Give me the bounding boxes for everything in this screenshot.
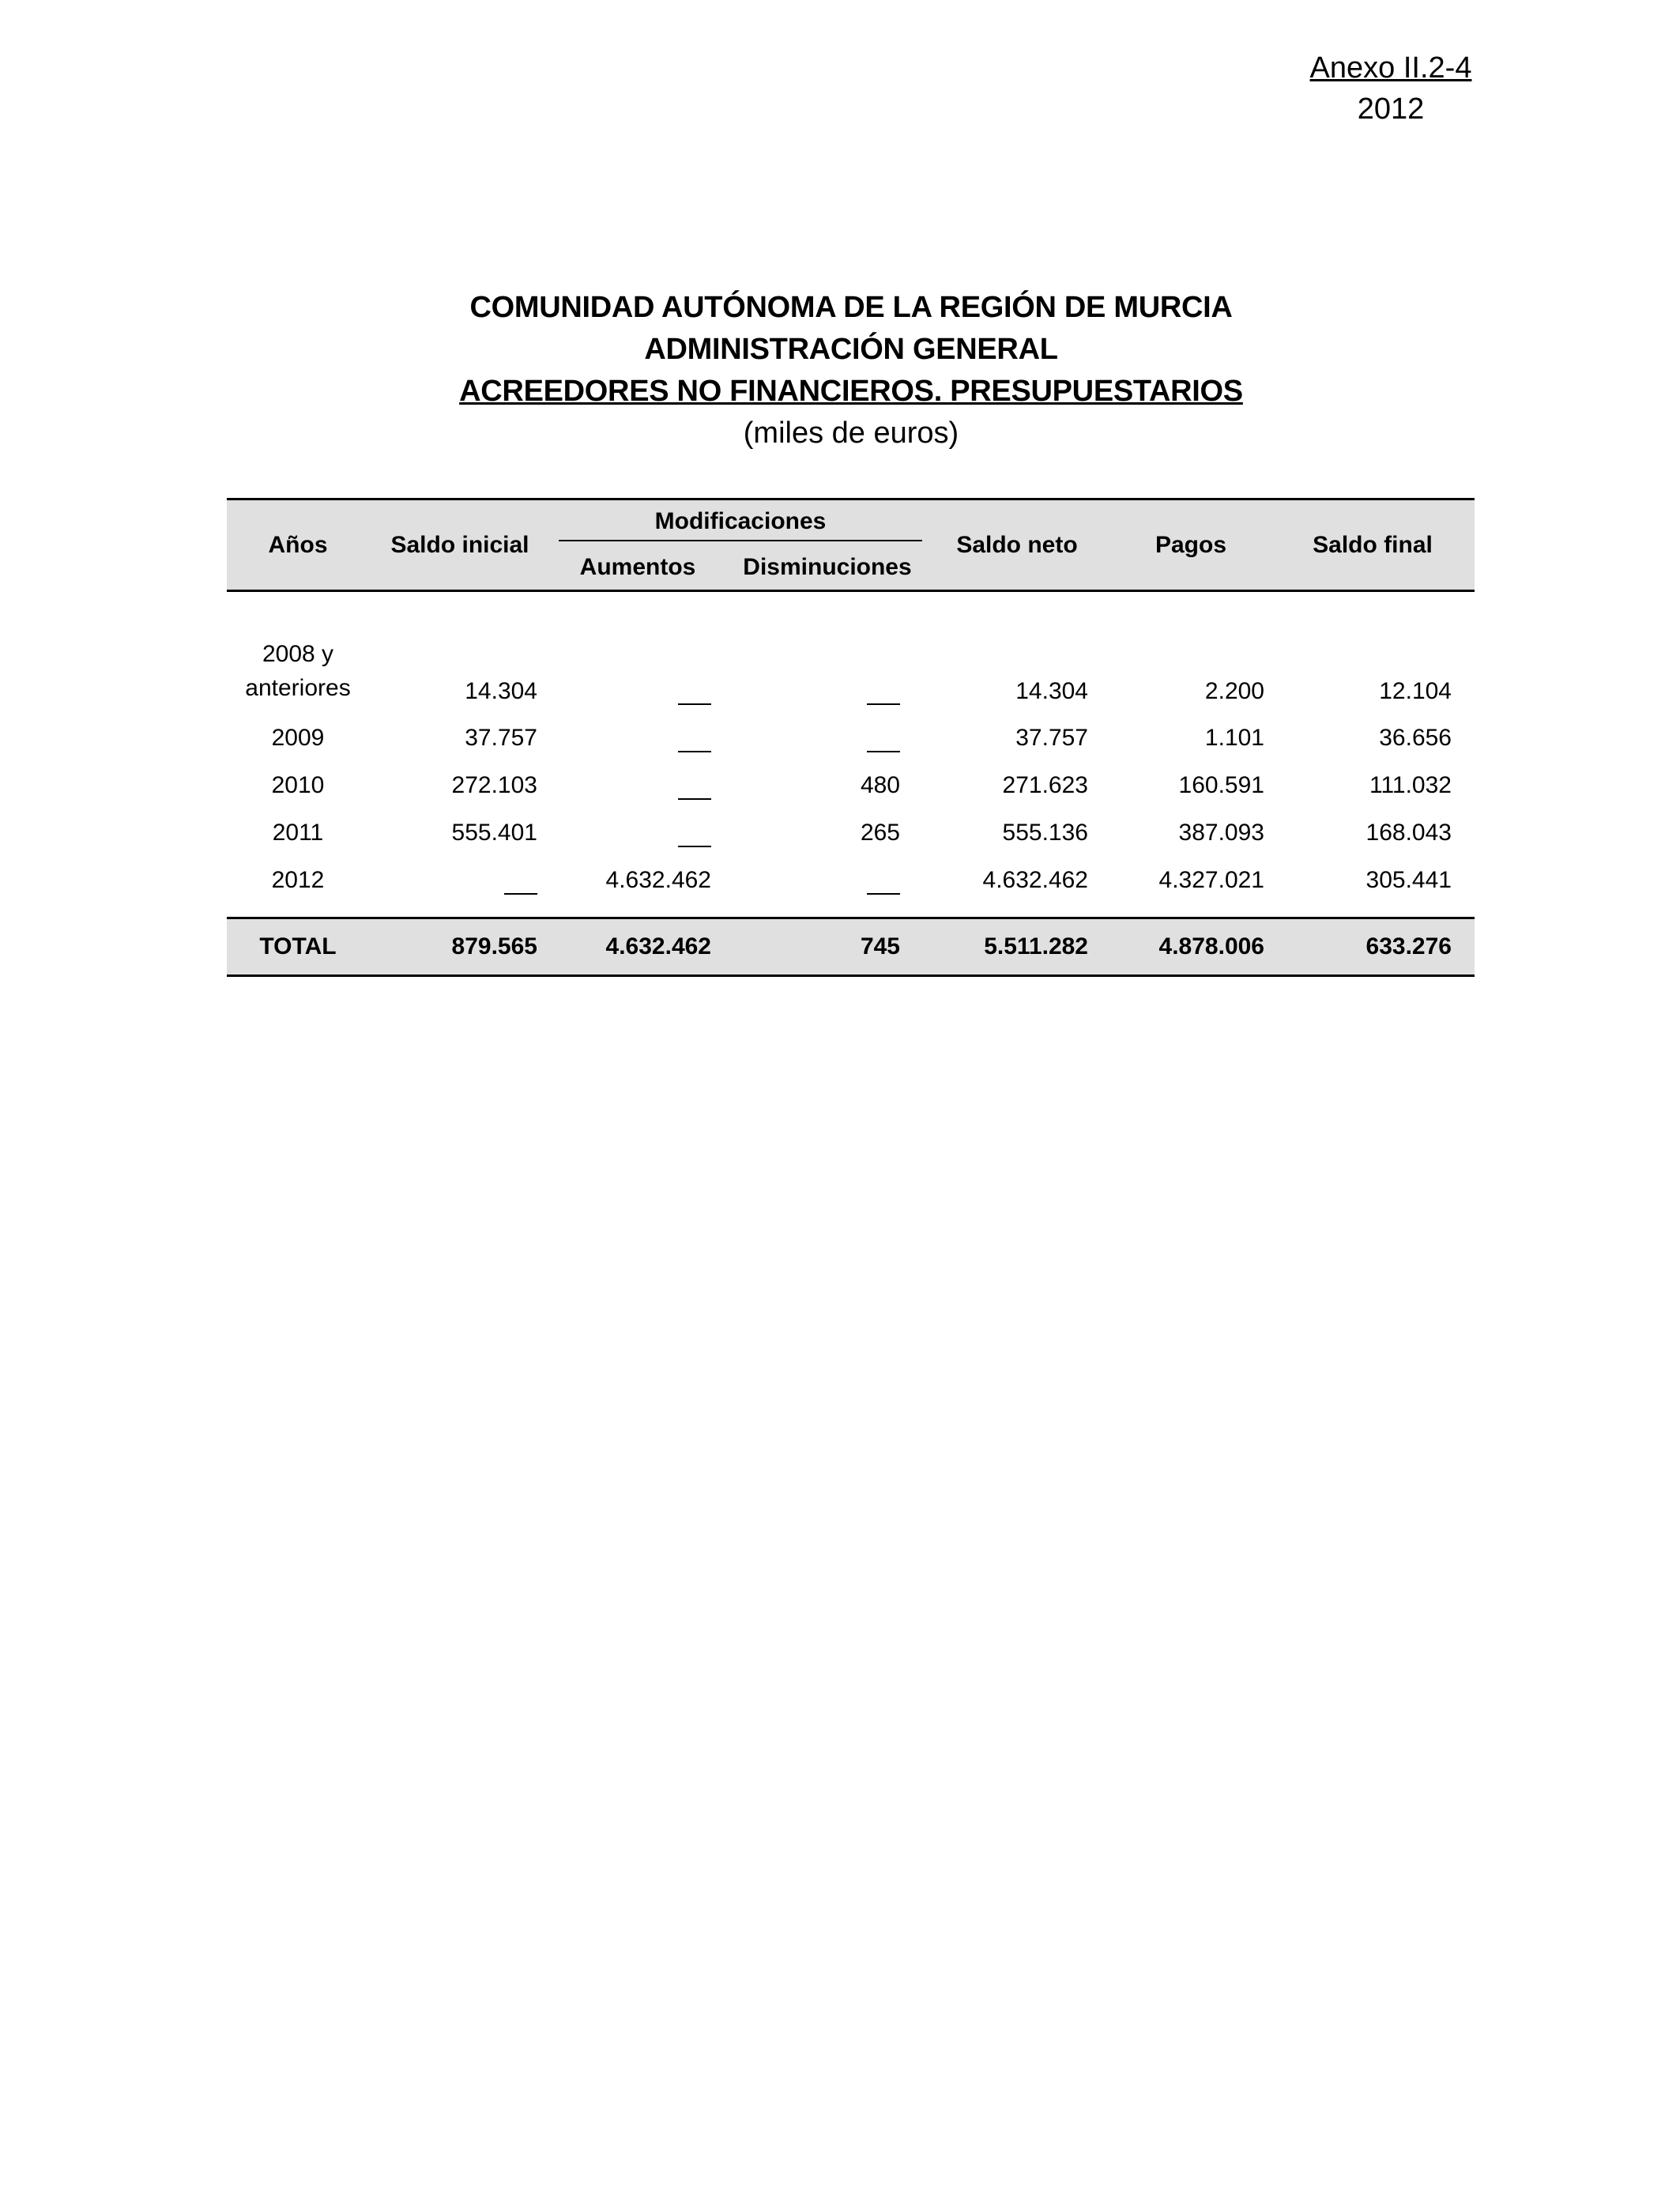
modificaciones-divider <box>559 540 922 541</box>
cell-saldo-final: 36.656 <box>1379 725 1452 751</box>
annex-code: Anexo II.2-4 <box>1309 51 1472 85</box>
annex-year: 2012 <box>1357 92 1425 126</box>
cell-pagos: 387.093 <box>1178 820 1264 846</box>
title-creditors: ACREEDORES NO FINANCIEROS. PRESUPUESTARIOS <box>459 375 1243 408</box>
cell-saldo-final: 305.441 <box>1365 867 1452 893</box>
document-titles <box>0 287 1680 454</box>
cell-pagos: 160.591 <box>1178 772 1264 798</box>
cell-saldo-neto: 555.136 <box>1002 820 1088 846</box>
cell-saldo-neto: 4.632.462 <box>982 867 1088 893</box>
cell-saldo-neto: 271.623 <box>1002 772 1088 798</box>
empty-dash <box>678 846 711 847</box>
total-label: TOTAL <box>259 933 337 959</box>
cell-saldo-neto: 14.304 <box>1015 678 1088 704</box>
creditors-table <box>227 498 1475 592</box>
total-disminuciones: 745 <box>860 933 900 959</box>
cell-pagos: 4.327.021 <box>1158 867 1264 893</box>
empty-dash <box>504 893 537 895</box>
cell-disminuciones: 480 <box>860 772 900 798</box>
empty-dash <box>867 751 900 752</box>
cell-saldo-neto: 37.757 <box>1015 725 1088 751</box>
total-saldo-inicial: 879.565 <box>451 933 537 959</box>
annex-reference <box>1233 47 1549 130</box>
row-year: 2010 <box>271 772 325 798</box>
row-year: 2012 <box>271 867 325 893</box>
header-saldo-final: Saldo final <box>1313 532 1433 558</box>
cell-pagos: 1.101 <box>1204 725 1264 751</box>
row-year: 2011 <box>272 820 324 846</box>
cell-saldo-inicial: 272.103 <box>451 772 537 798</box>
cell-disminuciones: 265 <box>860 820 900 846</box>
empty-dash <box>867 893 900 895</box>
row-year-line2: anteriores <box>245 675 351 701</box>
cell-saldo-inicial: 37.757 <box>465 725 537 751</box>
cell-saldo-final: 111.032 <box>1369 772 1452 798</box>
header-saldo-inicial: Saldo inicial <box>390 532 529 558</box>
cell-aumentos: 4.632.462 <box>605 867 711 893</box>
total-saldo-neto: 5.511.282 <box>984 933 1088 959</box>
empty-dash <box>678 798 711 800</box>
header-saldo-neto: Saldo neto <box>956 532 1078 558</box>
header-disminuciones: Disminuciones <box>743 554 912 580</box>
empty-dash <box>867 703 900 705</box>
cell-pagos: 2.200 <box>1204 678 1264 704</box>
title-units: (miles de euros) <box>743 417 959 450</box>
cell-saldo-final: 12.104 <box>1379 678 1452 704</box>
total-saldo-final: 633.276 <box>1365 933 1452 959</box>
header-pagos: Pagos <box>1155 532 1227 558</box>
row-year: 2009 <box>271 725 325 751</box>
title-administration: ADMINISTRACIÓN GENERAL <box>644 333 1058 366</box>
total-aumentos: 4.632.462 <box>605 933 711 959</box>
empty-dash <box>678 751 711 752</box>
header-aumentos: Aumentos <box>579 554 696 580</box>
cell-saldo-inicial: 555.401 <box>451 820 537 846</box>
total-pagos: 4.878.006 <box>1158 933 1264 959</box>
cell-saldo-final: 168.043 <box>1365 820 1452 846</box>
title-community: COMUNIDAD AUTÓNOMA DE LA REGIÓN DE MURCIA <box>469 291 1233 324</box>
header-anos: Años <box>268 532 328 558</box>
table-header <box>227 498 1475 592</box>
row-year-line1: 2008 y <box>262 641 334 667</box>
total-row <box>227 917 1475 977</box>
empty-dash <box>678 703 711 705</box>
cell-saldo-inicial: 14.304 <box>465 678 537 704</box>
header-modificaciones: Modificaciones <box>654 508 827 534</box>
